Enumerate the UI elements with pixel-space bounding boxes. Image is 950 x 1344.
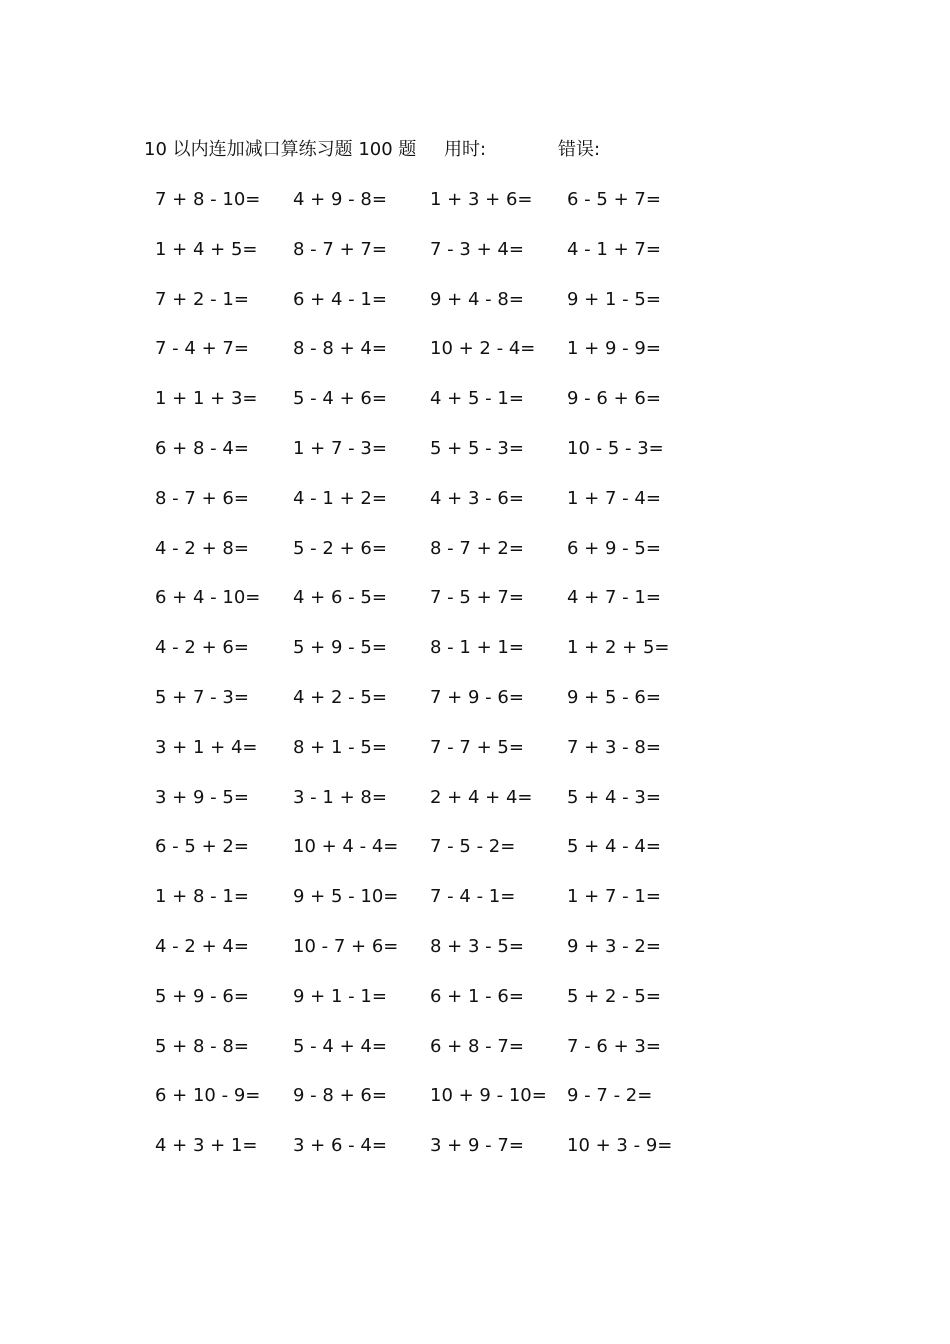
problem-item: 9 + 5 - 6= [567,686,661,708]
problem-item: 6 - 5 + 2= [155,836,249,858]
problem-item: 4 + 2 - 5= [293,686,387,708]
problem-item: 5 + 7 - 3= [155,686,249,708]
problem-item: 6 + 4 - 10= [155,587,261,609]
problem-item: 5 + 2 - 5= [567,985,661,1007]
problem-item: 1 + 7 - 4= [567,487,661,509]
problem-item: 5 - 4 + 4= [293,1035,387,1057]
problem-item: 1 + 1 + 3= [155,388,258,410]
problem-item: 4 - 1 + 2= [293,487,387,509]
problem-item: 1 + 7 - 3= [293,437,387,459]
problem-item: 3 + 1 + 4= [155,736,258,758]
problem-item: 10 + 3 - 9= [567,1135,673,1157]
problem-item: 7 - 4 - 1= [430,886,516,908]
problem-item: 7 + 9 - 6= [430,686,524,708]
problem-item: 8 + 3 - 5= [430,935,524,957]
worksheet-header [144,136,764,164]
problem-item: 7 - 4 + 7= [155,338,249,360]
problem-item: 1 + 8 - 1= [155,886,249,908]
problem-row [0,983,950,1033]
problem-item: 4 - 2 + 8= [155,537,249,559]
problem-item: 7 - 7 + 5= [430,736,524,758]
problem-item: 5 + 4 - 4= [567,836,661,858]
worksheet-title: 10 以内连加减口算练习题 100 题 [144,139,417,160]
problem-item: 7 + 2 - 1= [155,288,249,310]
problem-item: 1 + 3 + 6= [430,189,533,210]
problem-row [0,385,950,435]
problem-row [0,1132,950,1182]
problem-row [0,1033,950,1083]
problem-item: 6 + 10 - 9= [155,1085,261,1107]
problem-item: 5 - 2 + 6= [293,537,387,559]
problem-item: 5 + 9 - 6= [155,985,249,1007]
problem-row [0,684,950,734]
problem-item: 6 + 9 - 5= [567,537,661,559]
problem-item: 7 - 5 + 7= [430,587,524,609]
problem-row [0,335,950,385]
problem-item: 7 - 6 + 3= [567,1035,661,1057]
problem-item: 4 - 2 + 4= [155,935,249,957]
problem-item: 8 - 7 + 6= [155,487,249,509]
problem-row [0,286,950,336]
problem-item: 9 + 1 - 5= [567,288,661,310]
problem-item: 4 + 3 + 1= [155,1135,258,1157]
problem-row [0,485,950,535]
problem-item: 5 + 8 - 8= [155,1035,249,1057]
problem-item: 4 + 5 - 1= [430,388,524,410]
problem-row [0,584,950,634]
problem-row [0,535,950,585]
problem-item: 4 + 3 - 6= [430,487,524,509]
problem-row [0,236,950,286]
problem-item: 9 - 6 + 6= [567,388,661,410]
problem-item: 7 + 8 - 10= [155,189,261,210]
problem-item: 3 + 6 - 4= [293,1135,387,1157]
problem-row [0,634,950,684]
problem-item: 10 + 9 - 10= [430,1085,547,1107]
problem-item: 3 + 9 - 5= [155,786,249,808]
problem-item: 5 + 5 - 3= [430,437,524,459]
problem-item: 10 + 4 - 4= [293,836,399,858]
problem-item: 3 - 1 + 8= [293,786,387,808]
problem-item: 9 + 1 - 1= [293,985,387,1007]
problem-item: 10 - 7 + 6= [293,935,399,957]
problem-item: 1 + 4 + 5= [155,238,258,260]
problem-item: 6 - 5 + 7= [567,189,661,210]
problem-item: 10 + 2 - 4= [430,338,536,360]
problem-item: 4 + 6 - 5= [293,587,387,609]
problem-row [0,933,950,983]
problem-row [0,186,950,236]
problem-item: 4 + 9 - 8= [293,189,387,210]
problem-item: 1 + 2 + 5= [567,637,670,659]
problem-item: 3 + 9 - 7= [430,1135,524,1157]
problem-item: 1 + 7 - 1= [567,886,661,908]
problem-item: 6 + 1 - 6= [430,985,524,1007]
problem-row [0,1082,950,1132]
problem-row [0,883,950,933]
problem-row [0,734,950,784]
problem-item: 9 + 5 - 10= [293,886,399,908]
problem-row [0,833,950,883]
problem-item: 6 + 4 - 1= [293,288,387,310]
problem-item: 9 - 7 - 2= [567,1085,653,1107]
problem-item: 8 + 1 - 5= [293,736,387,758]
problem-item: 8 - 7 + 2= [430,537,524,559]
problem-item: 9 + 4 - 8= [430,288,524,310]
problem-item: 9 + 3 - 2= [567,935,661,957]
problem-item: 7 - 5 - 2= [430,836,516,858]
problem-item: 7 - 3 + 4= [430,238,524,260]
problem-item: 8 - 8 + 4= [293,338,387,360]
problem-item: 5 + 4 - 3= [567,786,661,808]
time-used-label: 用时: [444,139,487,160]
problem-item: 5 - 4 + 6= [293,388,387,410]
problem-grid [0,186,950,1182]
problem-item: 6 + 8 - 4= [155,437,249,459]
problem-item: 4 - 2 + 6= [155,637,249,659]
problem-row [0,435,950,485]
problem-item: 1 + 9 - 9= [567,338,661,360]
problem-item: 6 + 8 - 7= [430,1035,524,1057]
problem-item: 2 + 4 + 4= [430,786,533,808]
errors-label: 错误: [558,139,601,160]
problem-item: 5 + 9 - 5= [293,637,387,659]
problem-item: 4 + 7 - 1= [567,587,661,609]
problem-row [0,784,950,834]
problem-item: 9 - 8 + 6= [293,1085,387,1107]
problem-item: 4 - 1 + 7= [567,238,661,260]
problem-item: 8 - 7 + 7= [293,238,387,260]
problem-item: 7 + 3 - 8= [567,736,661,758]
problem-item: 10 - 5 - 3= [567,437,664,459]
problem-item: 8 - 1 + 1= [430,637,524,659]
